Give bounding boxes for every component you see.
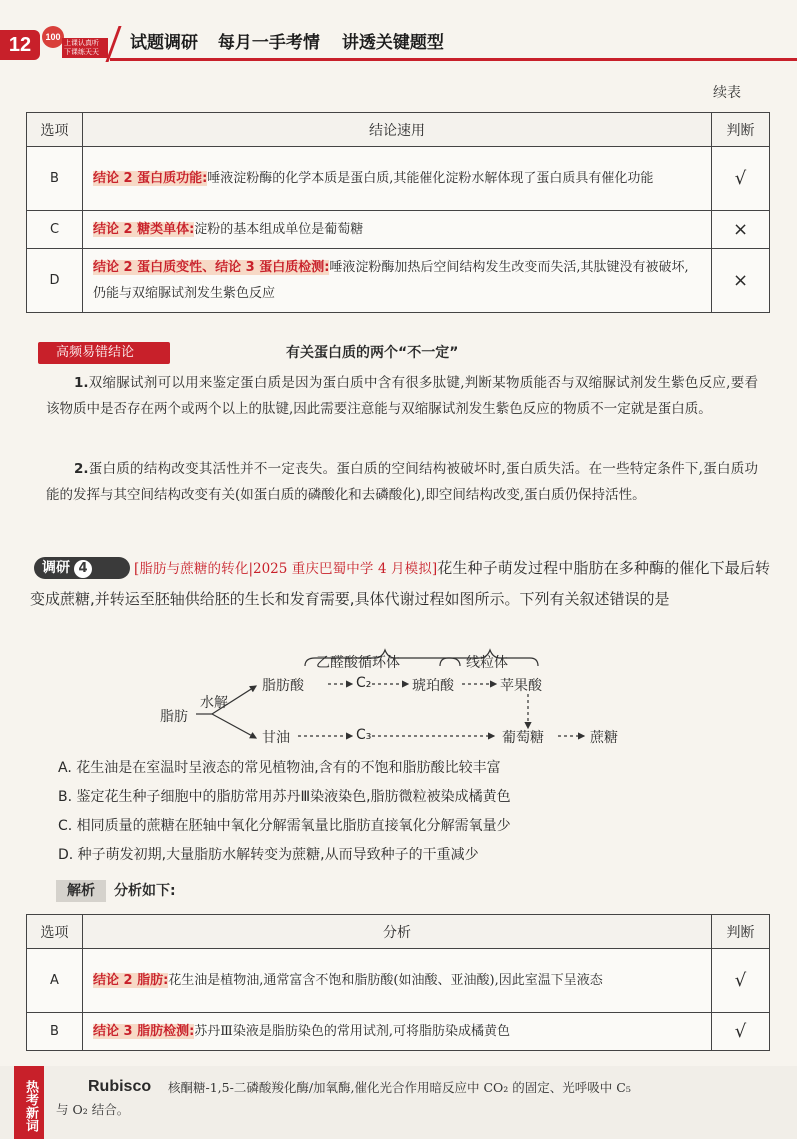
section-paragraph (46, 370, 758, 422)
continued-label: 续表 (713, 85, 741, 101)
section-title: 有关蛋白质的两个“不一定” (286, 345, 459, 361)
paragraph-number: 1. (74, 375, 89, 391)
judge-mark: √ (712, 147, 770, 211)
column-header: 选项 (27, 915, 83, 949)
content-cell (83, 211, 712, 249)
option-cell: C (27, 211, 83, 249)
paragraph-text: 蛋白质的结构改变其活性并不一定丧失。蛋白质的空间结构被破坏时,蛋白质失活。在一些特定条件下,蛋白质功能的发挥与其空间结构改变有关(如蛋白质的磷酸化和去磷酸化),即空间结构改变,蛋白质仍保持活性。 (46, 461, 758, 503)
label-mitochondria: 线粒体 (466, 655, 508, 671)
content-cell (83, 147, 712, 211)
column-header: 判断 (712, 915, 770, 949)
analysis-tag: 解析 (56, 880, 106, 902)
page-number: 12 (0, 30, 40, 60)
table-row (27, 211, 770, 249)
footer-side-label: 热考新词 (14, 1066, 44, 1139)
header-title-sub1: 每月一手考情 (217, 33, 320, 53)
header-title-sub2: 讲透关键题型 (341, 33, 444, 53)
table-row (27, 249, 770, 313)
option-cell: B (27, 1013, 83, 1051)
footer-definition: 核酮糖-1,5-二磷酸羧化酶/加氧酶,催化光合作用暗反应中 CO₂ 的固定、光呼吸中 C₅ (168, 1080, 631, 1095)
analysis-table (26, 914, 770, 1051)
column-header: 结论速用 (83, 113, 712, 147)
table-row (27, 949, 770, 1013)
node-fat: 脂肪 (160, 709, 188, 725)
content-text: 苏丹Ⅲ染液是脂肪染色的常用试剂,可将脂肪染成橘黄色 (194, 1023, 510, 1039)
label-glyoxysome: 乙醛酸循环体 (316, 655, 400, 671)
header-title-main: 试题调研 (130, 33, 198, 53)
content-cell (83, 249, 712, 313)
node-malate: 苹果酸 (500, 678, 542, 694)
column-header: 选项 (27, 113, 83, 147)
conclusion-tag: 结论 2 蛋白质变性、结论 3 蛋白质检测: (93, 259, 330, 275)
node-c3: C₃ (356, 727, 372, 743)
question-stem (30, 553, 770, 614)
metabolism-diagram (150, 648, 650, 758)
footer-term: Rubisco (88, 1078, 152, 1095)
judge-mark: × (712, 249, 770, 313)
header-divider (105, 26, 132, 62)
label-hydrolysis: 水解 (200, 695, 228, 711)
judge-mark: √ (712, 949, 770, 1013)
answer-options (58, 754, 511, 870)
source-topic: 脂肪与蔗糖的转化 (139, 561, 249, 577)
node-sucrose: 蔗糖 (590, 730, 618, 746)
logo-slogan: 上课认真听 下课练天天 (62, 38, 108, 58)
content-text: 花生油是植物油,通常富含不饱和脂肪酸(如油酸、亚油酸),因此室温下呈液态 (168, 972, 603, 988)
column-header: 分析 (83, 915, 712, 949)
source-detail: |2025 重庆巴蜀中学 4 月模拟] (248, 561, 438, 577)
source-bracket: [ (134, 561, 140, 577)
brand-logo (42, 26, 106, 64)
option-cell: A (27, 949, 83, 1013)
column-header: 判断 (712, 113, 770, 147)
content-text: 唾液淀粉酶的化学本质是蛋白质,其能催化淀粉水解体现了蛋白质具有催化功能 (207, 170, 654, 186)
node-glucose: 葡萄糖 (502, 730, 544, 746)
question-source (134, 561, 437, 577)
content-cell (83, 949, 712, 1013)
node-fatty-acid: 脂肪酸 (262, 678, 304, 694)
option-cell: D (27, 249, 83, 313)
content-cell (83, 1013, 712, 1051)
table-row (27, 1013, 770, 1051)
table-row (27, 147, 770, 211)
option-d[interactable]: D. 种子萌发初期,大量脂肪水解转变为蔗糖,从而导致种子的干重减少 (58, 847, 479, 863)
header-rule (110, 58, 797, 61)
table-header-row (27, 915, 770, 949)
conclusion-tag: 结论 2 蛋白质功能: (93, 170, 208, 186)
research-number: 4 (74, 560, 92, 578)
conclusion-tag: 结论 2 脂肪: (93, 972, 169, 988)
content-text: 淀粉的基本组成单位是葡萄糖 (194, 221, 364, 237)
paragraph-text: 双缩脲试剂可以用来鉴定蛋白质是因为蛋白质中含有很多肽键,判断某物质能否与双缩脲试剂发生紫色反应,要看该物质中是否存在两个或两个以上的肽键,因此需要注意能与双缩脲试剂发生紫色反应的物质不一定就是蛋白质。 (46, 375, 758, 417)
section-paragraph (46, 456, 758, 508)
content-text: 唾液淀粉酶加热后空间结构发生改变而失活,其肽键没有被破坏,仍能与双缩脲试剂发生紫色反应 (93, 259, 689, 301)
question-text: 花生种子萌发过程中脂肪在多种酶的催化下最后转变成蔗糖,并转运至胚轴供给胚的生长和发育需要,具体代谢过程如图所示。下列有关叙述错误的是 (30, 559, 770, 608)
option-b[interactable]: B. 鉴定花生种子细胞中的脂肪常用苏丹Ⅲ染液染色,脂肪微粒被染成橘黄色 (58, 789, 511, 805)
node-succinate: 琥珀酸 (412, 678, 454, 694)
footer-definition-cont: 与 O₂ 结合。 (56, 1102, 130, 1117)
conclusion-table (26, 112, 770, 313)
option-c[interactable]: C. 相同质量的蔗糖在胚轴中氧化分解需氧量比脂肪直接氧化分解需氧量少 (58, 818, 511, 834)
node-glycerol: 甘油 (262, 730, 290, 746)
page-header (0, 22, 797, 66)
paragraph-number: 2. (74, 461, 89, 477)
table-header-row (27, 113, 770, 147)
conclusion-tag: 结论 2 糖类单体: (93, 221, 195, 237)
judge-mark: × (712, 211, 770, 249)
research-tag-label: 调研 (42, 560, 70, 576)
option-a[interactable]: A. 花生油是在室温时呈液态的常见植物油,含有的不饱和脂肪酸比较丰富 (58, 760, 501, 776)
header-title (130, 28, 444, 53)
section-tag: 高频易错结论 (38, 342, 170, 364)
conclusion-tag: 结论 3 脂肪检测: (93, 1023, 195, 1039)
node-c2: C₂ (356, 675, 372, 691)
logo-mark: 100 (42, 26, 64, 48)
option-cell: B (27, 147, 83, 211)
judge-mark: √ (712, 1013, 770, 1051)
analysis-intro: 分析如下: (114, 883, 176, 899)
